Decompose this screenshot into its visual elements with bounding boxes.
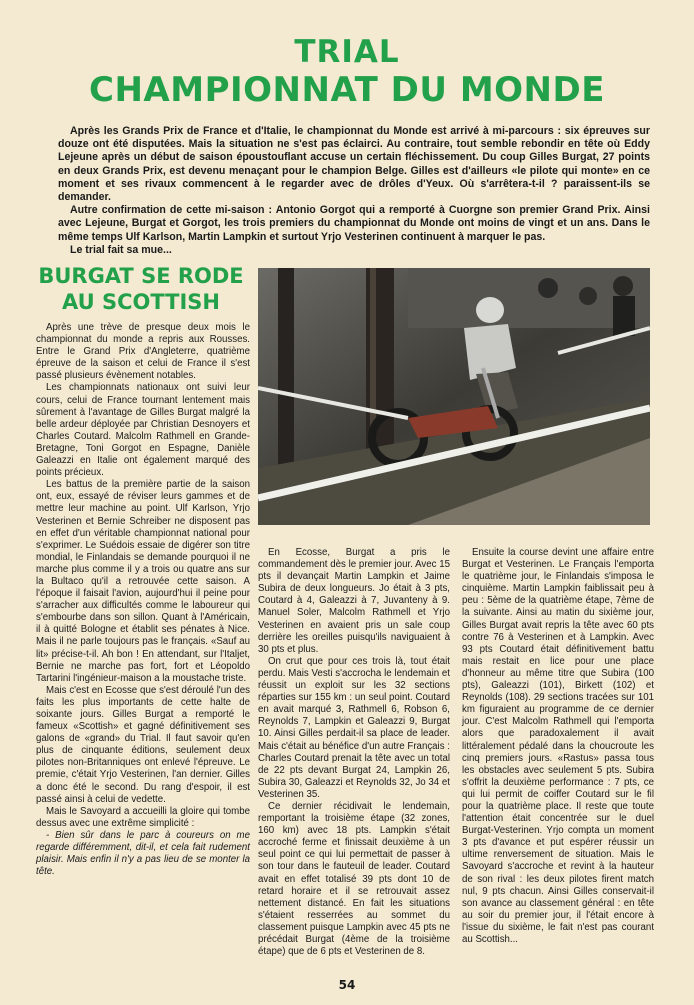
intro-text-2: Autre confirmation de cette mi-saison : Antonio Gorgot qui a remporté à Cuorgne son premier Grand Prix. Ainsi avec Lejeune, Burgat et Gorgot, les trois premiers du championnat du Monde ont moins de vingt et un ans. Dans le même temps Ulf Karlson, Martin Lampkin et surtout Yrjo Vesterinen continuent à marquer le pas. [58, 204, 650, 243]
section-subtitle-line2: AU SCOTTISH [61, 290, 220, 314]
column3-paragraph: Ensuite la course devint une affaire entre Burgat et Vesterinen. Le Français l'emporta le quatrième jour, le Finlandais s'imposa le cinquième. Martin Lampkin faiblissait peu à peu : 5ème de la quatrième étape, 7ème de la suivante. Ainsi au matin du sixième jour, Gilles Burgat avait repris la tête avec 60 pts contre 76 à Vesterinen et à Lampkin. Avec 93 pts Coutard était définitivement battu mais restait en lice pour une place d'honneur au même titre que Subira (100 pts), Galeazzi (101), Birkett (102) et Reynolds (108). 29 sections tracées sur 101 km figuraient au programme de ce dernier jour. C'est Malcolm Rathmell qui l'emporta alors que paradoxalement il avait littéralement pédalé dans la choucroute les cinq premiers jours. «Rastus» passa tous les obstacles avec seulement 5 pts. Subira s'offrit la deuxième performance : 7 pts, ce qui lui permit de coiffer Coutard sur le fil pour la quatrième place. Il reste que toute l'attention était concentrée sur le duel Burgat-Vesterinen. Yrjo compta un moment 3 pts d'avance et put espérer réussir un ultime renversement de situation. Mais le Savoyard s'accroche et revint à la hauteur de son rival : les deux pilotes firent match nul, 9 pts chacun. Ainsi Gilles conservait-il son avance au classement général : en tête au soir du premier jour, il l'était encore à l'issue du sixième, le fait n'est pas courant au Scottish... [462, 547, 654, 945]
intro-paragraph [58, 125, 650, 257]
column1-paragraph: Les battus de la première partie de la saison ont, eux, essayé de réviser leurs gammes et de mettre leur machine au point. Ulf Karlson, Yrjo Vesterinen et Bernie Schreiber ne disposent pas en effet d'un véritable championnat national pour s'exprimer. Le Suédois essaie de digérer son titre mondial, le Finlandais se demande pourquoi il ne marche plus comme il y a trois ou quatre ans sur la Bultaco qu'il a retrouvée cette saison. A l'époque il faisait l'avion, aujourd'hui il peine pour s'arracher aux difficultés comme le laboureur qui s'embourbe dans son sillon. Quant à l'Américain, il à quitté Bologne et établit ses pénates à Nice. Mais il ne parle toujours pas le français. «Sauf au lit» précise-t-il. Ah bon ! En attendant, sur l'Italjet, Bernie ne marche pas fort, fort et Léopoldo Tartarini l'ingénieur-maison a la moustache triste. [36, 479, 250, 684]
page-title-line2: CHAMPIONNAT DU MONDE [89, 70, 605, 110]
intro-text-1: Après les Grands Prix de France et d'Italie, le championnat du Monde est arrivé à mi-parcours : six épreuves sur douze ont été disputées. Mais la situation ne s'est pas éclairci. Au contraire, tout semble rebondir en tête où Eddy Lejeune après un début de saison époustouflant accuse un certain fléchissement. Du coup Gilles Burgat, 27 points en deux Grands Prix, est devenu menaçant pour le champion Belge. Gilles est d'ailleurs «le pilote qui monte» en ce moment et ses rivaux commencent à le regarder avec de drôles d'Yeux. Où s'arrêtera-t-il ? paraissent-ils se demander. [58, 125, 650, 204]
article-column-2 [258, 547, 450, 958]
page-title-line1: TRIAL [294, 34, 400, 70]
column1-paragraph: Mais c'est en Ecosse que s'est déroulé l'un des faits les plus importants de cette halte de soixante jours. Gilles Burgat a remporté le fameux «Scottish» et gagné définitivement ses galons de «grand» du Trial. Il faut savoir qu'en plus de cinquante éditions, seulement deux pilotes non-Britanniques ont enlevé l'épreuve. Le premie, c'était Yrjo Vesterinen, l'an dernier. Gilles a donc été le second. Du rang d'espoir, il est passé ainsi à celui de vedette. [36, 684, 250, 805]
trial-rider-photo [258, 268, 650, 525]
intro-text-3: Le trial fait sa mue... [70, 243, 172, 256]
column1-paragraph: Après une trève de presque deux mois le championnat du monde a repris aux Rousses. Entre le Grand Prix d'Angleterre, quatrième épreuve de la saison et celui de France il s'est passé plusieurs évènement notables. [36, 322, 250, 382]
page-number: 54 [338, 978, 356, 992]
column2-paragraph: On crut que pour ces trois là, tout était perdu. Mais Vesti s'accrocha le lendemain et réussit un exploit sur les 32 sections réparties sur 155 km : un seul point. Coutard en avait marqué 3, Rathmell 6, Robson 6, Reynolds 7, Lampkin et Galeazzi 9, Burgat 10. Ainsi Gilles perdait-il sa place de leader. Mais c'était au bénéfice d'un autre Français : Charles Coutard prenait la tête avec un total de 22 pts devant Burgat 24, Lampkin 26, Subira 30, Galeazzi et Reynolds 32, Jo 34 et Vesterinen 35. [258, 655, 450, 800]
photo-illustration [258, 268, 650, 525]
column1-paragraph: Mais le Savoyard a accueilli la gloire qui tombe dessus avec une extrême simplicité : [36, 805, 250, 829]
article-column-1 [36, 322, 250, 878]
column1-quote: - Bien sûr dans le parc à coureurs on me regarde différemment, dit-il, et cela fait rudement plaisir. Mais enfin il n'y a pas lieu de se monter la tête. [36, 829, 250, 878]
column2-paragraph: En Ecosse, Burgat a pris le commandement dès le premier jour. Avec 15 pts il devançait Martin Lampkin et Jaime Subira de deux longueurs. Jo était à 3 pts, Coutard à 4, Galeazzi à 7, Juvanteny à 9. Manuel Soler, Malcolm Rathmell et Yrjo Vesterinen en avaient pris un sale coup derrière les oreilles puisqu'ils naviguaient à 30 pts et plus. [258, 547, 450, 655]
column2-paragraph: Ce dernier récidivait le lendemain, remportant la troisième étape (32 zones, 160 km) avec 18 pts. Lampkin s'était accroché ferme et finissait deuxième à un seul point ce qui lui permettait de passer à son tour dans le fauteuil de leader. Coutard avait en effet totalisé 39 pts dont 10 de retard horaire et il se retrouvait assez nettement distancé. En fait les situations s'étaient resserrées au sommet du classement puisque Lampkin avec 45 pts ne précédait Burgat (4ème de la troisième étape) que de 6 pts et Vesterinen de 8. [258, 800, 450, 958]
column1-paragraph: Les championnats nationaux ont suivi leur cours, celui de France tournant lentement mais sûrement à l'avantage de Gilles Burgat malgré la belle ardeur déployée par Christian Desnoyers et Charles Coutard. Malcolm Rathmell en Grande-Bretagne, Toni Gorgot en Espagne, Danièle Galeazzi en Italie ont également marqué des points précieux. [36, 382, 250, 479]
section-subtitle-line1: BURGAT SE RODE [38, 264, 244, 288]
article-column-3 [462, 547, 654, 946]
